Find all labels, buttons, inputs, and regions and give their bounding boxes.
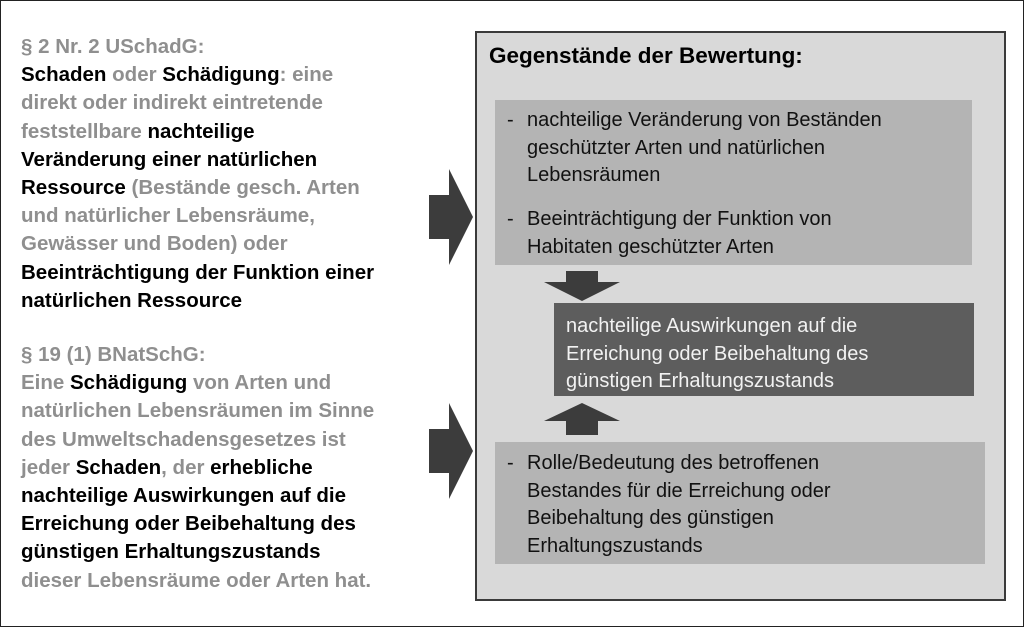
highlighted-term: Schädigung: [162, 63, 280, 87]
law-heading: § 2 Nr. 2 USchadG:: [21, 35, 205, 58]
list-item: [507, 107, 964, 190]
highlighted-term: Schaden: [21, 63, 107, 87]
highlighted-term: nachteilige Veränderung einer natürlichen Ressource: [21, 119, 318, 200]
definition-text: Eine: [21, 371, 70, 395]
legal-definition-uschadg: [21, 33, 461, 315]
impact-text: nachteilige Auswirkungen auf die Erreichung oder Beibehaltung des günstigen Erhaltungszustands: [566, 315, 869, 392]
arrow-right-icon: [429, 403, 473, 499]
definition-text: oder: [106, 63, 163, 87]
list-item-text: Beeinträchtigung der Funktion von Habitaten geschützter Arten: [527, 208, 832, 258]
arrow-right-icon: [429, 169, 473, 265]
impact-box: [554, 303, 974, 396]
definition-text: (Bestände gesch. Arten und natürlicher Lebensräume, Gewässer und Boden) oder: [21, 176, 360, 256]
legal-definition-bnatschg: [21, 341, 461, 595]
list-item-text: Rolle/Bedeutung des betroffenen Bestandes für die Erreichung oder Beibehaltung des günstigen Erhaltungszustands: [527, 452, 831, 557]
relevance-box: [495, 442, 985, 564]
assessment-items-box: [495, 100, 972, 265]
bullet-dash: -: [507, 208, 514, 230]
law-text: [21, 369, 461, 595]
arrow-down-icon: [544, 271, 620, 301]
list-item: [507, 206, 964, 261]
definition-text: , der: [161, 455, 211, 479]
highlighted-term: Schaden: [75, 455, 162, 479]
definition-text: dieser Lebensräume oder Arten hat.: [21, 568, 372, 592]
bullet-dash: -: [507, 452, 514, 474]
arrow-up-icon: [544, 403, 620, 435]
bullet-dash: -: [507, 109, 514, 131]
list-item-text: nachteilige Veränderung von Beständen geschützter Arten und natürlichen Lebensräumen: [527, 109, 882, 186]
highlighted-term: Beeinträchtigung der Funktion einer natürlichen Ressource: [21, 260, 375, 312]
list-item: [507, 450, 977, 560]
panel-title: Gegenstände der Bewertung:: [489, 43, 803, 68]
definition-text: : eine direkt oder indirekt eintretende feststellbare: [21, 63, 334, 143]
law-heading: § 19 (1) BNatSchG:: [21, 343, 206, 366]
highlighted-term: erhebliche nachteilige Auswirkungen auf die Erreichung oder Beibehaltung des günstigen Erhaltungszustands: [21, 455, 356, 564]
assessment-panel: [475, 31, 1006, 601]
definition-text: von Arten und natürlichen Lebensräumen im Sinne des Umweltschadensgesetzes ist jeder: [21, 371, 375, 479]
law-text: [21, 61, 461, 315]
highlighted-term: Schädigung: [70, 371, 188, 395]
